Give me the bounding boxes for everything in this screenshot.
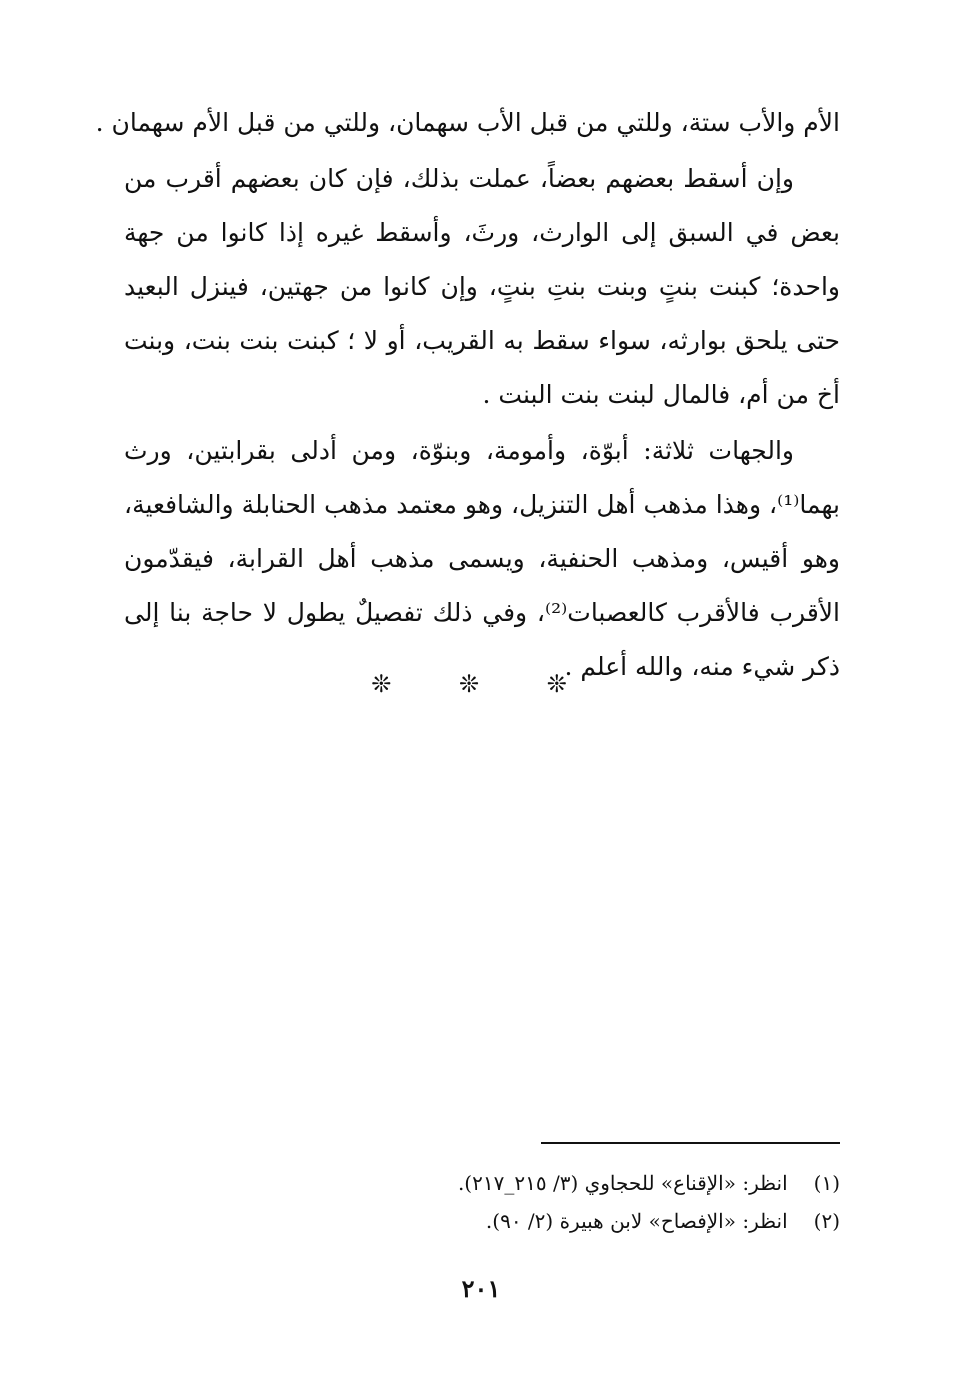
asterism-icon: ❊: [458, 670, 504, 698]
text-line: وهو أقيس، ومذهب الحنفية، ويسمى مذهب أهل القرابة، فيقدّمون: [124, 544, 840, 573]
footnote-text: انظر: «الإقناع» للحجاوي (٣/ ٢١٥_٢١٧).: [457, 1171, 788, 1195]
asterism-icon: ❊: [371, 670, 416, 698]
footnote: [124, 1164, 840, 1202]
asterism-icon: ❊: [546, 670, 591, 698]
footnotes: [124, 1164, 840, 1240]
text-line: بعض في السبق إلى الوارث، ورثَ، وأسقط غيره إذا كانوا من جهة: [124, 218, 840, 247]
text-line: حتى يلحق بوارثه، سواء سقط به القريب، أو لا ؛ كبنت بنت بنت، وبنت: [124, 326, 840, 355]
text-line: الأقرب فالأقرب كالعصبات⁽²⁾، وفي ذلك تفصيلٌ يطول لا حاجة بنا إلى: [124, 598, 840, 627]
text-line: بهما⁽¹⁾، وهذا مذهب أهل التنزيل، وهو معتمد مذهب الحنابلة والشافعية،: [124, 490, 840, 519]
section-ornament: [0, 670, 962, 698]
text-line: واحدة؛ كبنت بنتٍ وبنت بنتِ بنتٍ، وإن كانوا من جهتين، فينزل البعيد: [124, 272, 840, 301]
footnote-divider: [541, 1142, 840, 1144]
footnote: [124, 1202, 840, 1240]
footnote-number: (٢): [813, 1209, 840, 1233]
text-line: ذكر شيء منه، والله أعلم .: [564, 652, 840, 681]
text-line: الأم والأب ستة، وللتي من قبل الأب سهمان، وللتي من قبل الأم سهمان .: [95, 108, 840, 137]
footnote-text: انظر: «الإفصاح» لابن هبيرة (٢/ ٩٠).: [485, 1209, 788, 1233]
text-line: وإن أسقط بعضهم بعضاً، عملت بذلك، فإن كان بعضهم أقرب من: [124, 164, 794, 193]
text-line: أخ من أم، فالمال لبنت بنت البنت .: [482, 380, 840, 409]
body-text: [95, 96, 840, 694]
footnote-number: (١): [813, 1171, 840, 1195]
text-line: والجهات ثلاثة: أبوّة، وأمومة، وبنوّة، ومن أدلى بقرابتين، ورث: [124, 436, 794, 465]
page-number: ٢٠١: [461, 1274, 501, 1303]
